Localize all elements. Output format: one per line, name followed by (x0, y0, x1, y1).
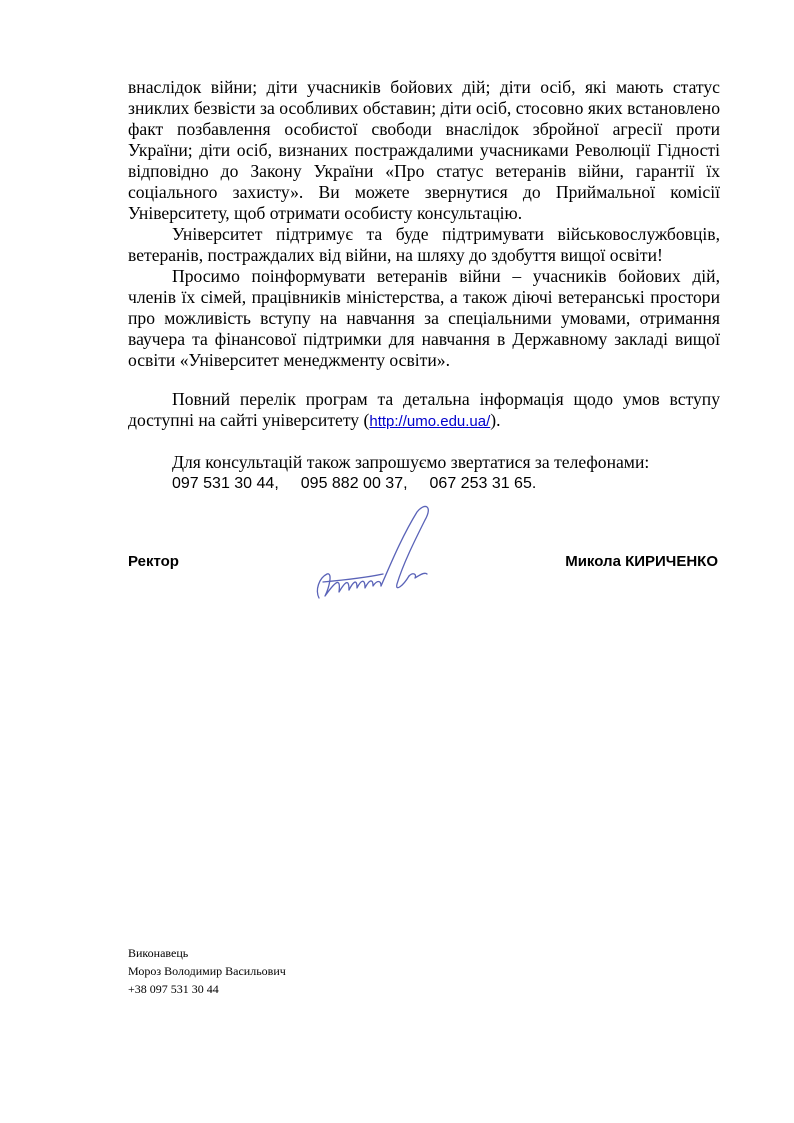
letter-paragraph-eligibility (128, 77, 720, 224)
letter-paragraph-programs (128, 389, 720, 432)
signer-position: Ректор (128, 553, 179, 570)
paragraph-text: Просимо поінформувати ветеранів війни – учасників бойових дій, членів їх сімей, працівників міністерства, а також діючі ветеранські простори про можливість вступу на навчання за спеціальними умовами, отримання ваучера та фінансової підтримки для навчання в Державному закладі вищої освіти «Університет менеджменту освіти». (128, 266, 720, 370)
phone-number-value: 067 253 31 65 (429, 475, 532, 492)
letter-paragraph-request (128, 266, 720, 371)
phone-number (430, 473, 537, 494)
paragraph-text (128, 389, 720, 432)
website-link[interactable]: http://umo.edu.ua/ (369, 413, 491, 430)
signature-block (128, 553, 718, 577)
executor-label: Виконавець (128, 946, 189, 960)
executor-name: Мороз Володимир Васильович (128, 964, 286, 978)
executor-block (128, 944, 286, 998)
paragraph-text: Університет підтримує та буде підтримувати військовослужбовців, ветеранів, постраждалих від війни, на шляху до здобуття вищої освіти! (128, 224, 720, 265)
executor-phone: +38 097 531 30 44 (128, 982, 219, 996)
letter-paragraph-contacts (128, 452, 720, 494)
phone-list (128, 473, 720, 494)
programs-text: Повний перелік програм та детальна інформація щодо умов вступу доступні на сайті університету ( (128, 389, 720, 430)
programs-text-end: ). (490, 410, 501, 430)
letter-paragraph-support (128, 224, 720, 266)
contact-intro: Для консультацій також запрошуємо звертатися за телефонами: (172, 452, 650, 472)
phone-number: 097 531 30 44, (172, 475, 279, 492)
signer-name: Микола КИРИЧЕНКО (565, 553, 718, 570)
phone-number: 095 882 00 37, (300, 475, 408, 492)
phone-list-end: . (531, 475, 537, 492)
paragraph-text: внаслідок війни; діти учасників бойових дій; діти осіб, які мають статус зниклих безвісти за особливих обставин; діти осіб, стосовно яких встановлено факт позбавлення особистої свободи внаслідок збройної агресії проти України; діти осіб, визнаних постраждалими учасниками Революції Гідності відповідно до Закону України «Про статус ветеранів війни, гарантії їх соціального захисту». Ви можете звернутися до Приймальної комісії Університету, щоб отримати особисту консультацію. (128, 77, 720, 223)
